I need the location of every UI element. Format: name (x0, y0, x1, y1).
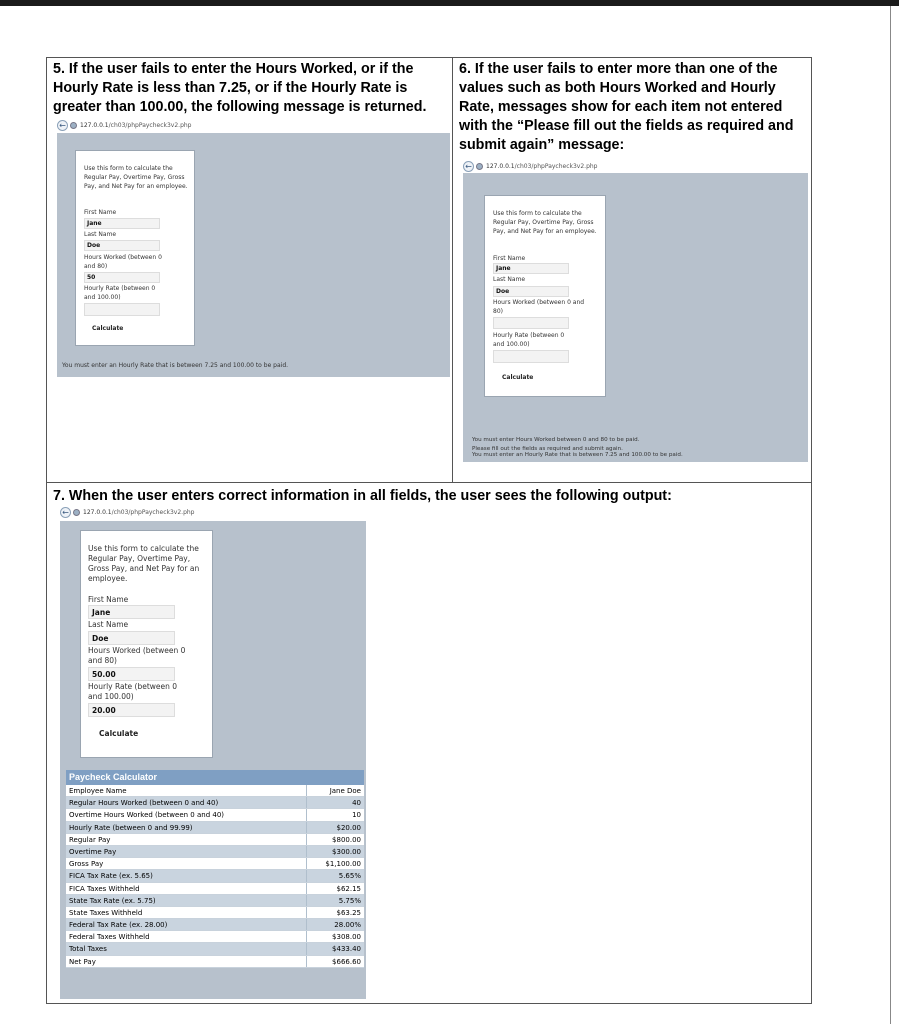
page-edge (890, 6, 891, 1024)
table-row (66, 785, 364, 797)
table-row (66, 919, 364, 931)
url-path[interactable]: /ch03/phpPaycheck3v2.php (108, 121, 192, 129)
hours-input[interactable] (493, 317, 569, 329)
row-value: 28.00% (334, 921, 361, 930)
section-5-heading: 5. If the user fails to enter the Hours Worked, or if the Hourly Rate is less than 7.25, or if the Hourly Rate is greater than 100.00, the following message is returned. (53, 61, 427, 115)
row-value: Jane Doe (329, 787, 361, 795)
globe-icon (476, 163, 483, 170)
hours-label: Hours Worked (between 0 and 80) (493, 299, 585, 315)
last-name-label: Last Name (88, 620, 129, 629)
row-label: Net Pay (66, 956, 307, 967)
table-row (66, 834, 364, 846)
table-row (66, 858, 364, 870)
form-intro: Use this form to calculate the Regular Pay, Overtime Pay, Gross Pay, and Net Pay for an employee. (84, 165, 188, 190)
row-value: $63.25 (336, 908, 361, 917)
hours-label: Hours Worked (between 0 and 80) (84, 254, 162, 270)
last-name-input[interactable]: Doe (88, 631, 175, 645)
row-label: Gross Pay (66, 858, 307, 869)
row-value: $433.40 (332, 945, 361, 954)
row-value: $1,100.00 (325, 860, 361, 869)
hours-label: Hours Worked (between 0 and 80) (88, 646, 186, 665)
first-name-input[interactable]: Jane (88, 605, 175, 619)
last-name-label: Last Name (84, 231, 117, 238)
table-row (66, 797, 364, 809)
globe-icon (70, 122, 77, 129)
table-row (66, 846, 364, 858)
row-value: $308.00 (332, 933, 361, 942)
row-label: Employee Name (66, 785, 307, 796)
section-7-form (80, 530, 213, 758)
section-7-heading: 7. When the user enters correct information in all fields, the user sees the following output: (53, 488, 672, 504)
rate-label: Hourly Rate (between 0 and 100.00) (88, 682, 178, 701)
back-arrow-icon[interactable]: ← (57, 120, 68, 131)
row-label: FICA Taxes Withheld (66, 883, 307, 894)
first-name-label: First Name (84, 209, 117, 216)
row-label: State Taxes Withheld (66, 907, 307, 918)
rate-input[interactable] (493, 350, 569, 363)
url-path[interactable]: /ch03/phpPaycheck3v2.php (514, 162, 598, 170)
table-row (66, 956, 364, 968)
table-row (66, 809, 364, 821)
row-value: $300.00 (332, 847, 361, 856)
row-label: Federal Tax Rate (ex. 28.00) (66, 919, 307, 930)
last-name-input[interactable]: Doe (493, 286, 569, 297)
paycheck-table (66, 785, 364, 968)
paycheck-table-title: Paycheck Calculator (66, 770, 364, 785)
rate-label: Hourly Rate (between 0 and 100.00) (493, 332, 565, 348)
table-row (66, 822, 364, 834)
first-name-label: First Name (493, 255, 526, 262)
form-intro: Use this form to calculate the Regular Pay, Overtime Pay, Gross Pay, and Net Pay for an employee. (493, 210, 597, 235)
row-label: Hourly Rate (between 0 and 99.99) (66, 822, 307, 833)
section-5-form (75, 150, 195, 346)
error-message: You must enter Hours Worked between 0 and 80 to be paid. (472, 437, 640, 443)
rate-input[interactable]: 20.00 (88, 703, 175, 717)
row-value: 10 (352, 811, 361, 820)
url-host: 127.0.0.1 (80, 121, 109, 129)
last-name-label: Last Name (493, 276, 526, 283)
section-6-form (484, 195, 606, 397)
back-arrow-icon[interactable]: ← (60, 507, 71, 518)
calculate-button[interactable]: Calculate (99, 729, 139, 738)
rate-input[interactable] (84, 303, 160, 316)
form-intro: Use this form to calculate the Regular Pay, Overtime Pay, Gross Pay, and Net Pay for an employee. (88, 544, 200, 583)
first-name-label: First Name (88, 595, 129, 604)
section-7-url-bar (60, 506, 360, 518)
first-name-input[interactable]: Jane (84, 218, 160, 229)
last-name-input[interactable]: Doe (84, 240, 160, 251)
row-label: State Tax Rate (ex. 5.75) (66, 895, 307, 906)
row-label: FICA Tax Rate (ex. 5.65) (66, 870, 307, 881)
row-value: 5.65% (338, 872, 361, 881)
row-value: $62.15 (336, 884, 361, 893)
row-label: Regular Hours Worked (between 0 and 40) (66, 797, 307, 808)
calculate-button[interactable]: Calculate (502, 374, 534, 381)
hours-input[interactable]: 50 (84, 272, 160, 283)
error-message: You must enter an Hourly Rate that is between 7.25 and 100.00 to be paid. (472, 452, 683, 458)
section-6-url-bar (463, 160, 763, 172)
rate-label: Hourly Rate (between 0 and 100.00) (84, 285, 156, 301)
error-message: You must enter an Hourly Rate that is between 7.25 and 100.00 to be paid. (62, 362, 289, 369)
first-name-input[interactable]: Jane (493, 263, 569, 274)
hours-input[interactable]: 50.00 (88, 667, 175, 681)
row-label: Federal Taxes Withheld (66, 931, 307, 942)
back-arrow-icon[interactable]: ← (463, 161, 474, 172)
row-label: Regular Pay (66, 834, 307, 845)
url-path[interactable]: /ch03/phpPaycheck3v2.php (111, 508, 195, 516)
section-6-heading: 6. If the user fails to enter more than one of the values such as both Hours Worked and Hourly Rate, messages show for each item not entered with the “Please fill out the fields as required and submit again” message: (459, 61, 794, 153)
table-row (66, 931, 364, 943)
row-value: 5.75% (338, 896, 361, 905)
row-label: Total Taxes (66, 943, 307, 954)
table-row (66, 943, 364, 955)
row-value: $666.60 (332, 957, 361, 966)
error-message: Please fill out the fields as required and submit again. (472, 446, 623, 452)
table-row (66, 907, 364, 919)
globe-icon (73, 509, 80, 516)
url-host: 127.0.0.1 (83, 508, 112, 516)
row-label: Overtime Pay (66, 846, 307, 857)
top-border (0, 0, 899, 6)
url-host: 127.0.0.1 (486, 162, 515, 170)
row-value: $800.00 (332, 835, 361, 844)
table-row (66, 883, 364, 895)
section-5-url-bar (57, 119, 357, 131)
table-row (66, 895, 364, 907)
row-value: 40 (352, 799, 361, 808)
row-label: Overtime Hours Worked (between 0 and 40) (66, 809, 307, 820)
row-value: $20.00 (336, 823, 361, 832)
calculate-button[interactable]: Calculate (92, 325, 124, 332)
table-row (66, 870, 364, 882)
